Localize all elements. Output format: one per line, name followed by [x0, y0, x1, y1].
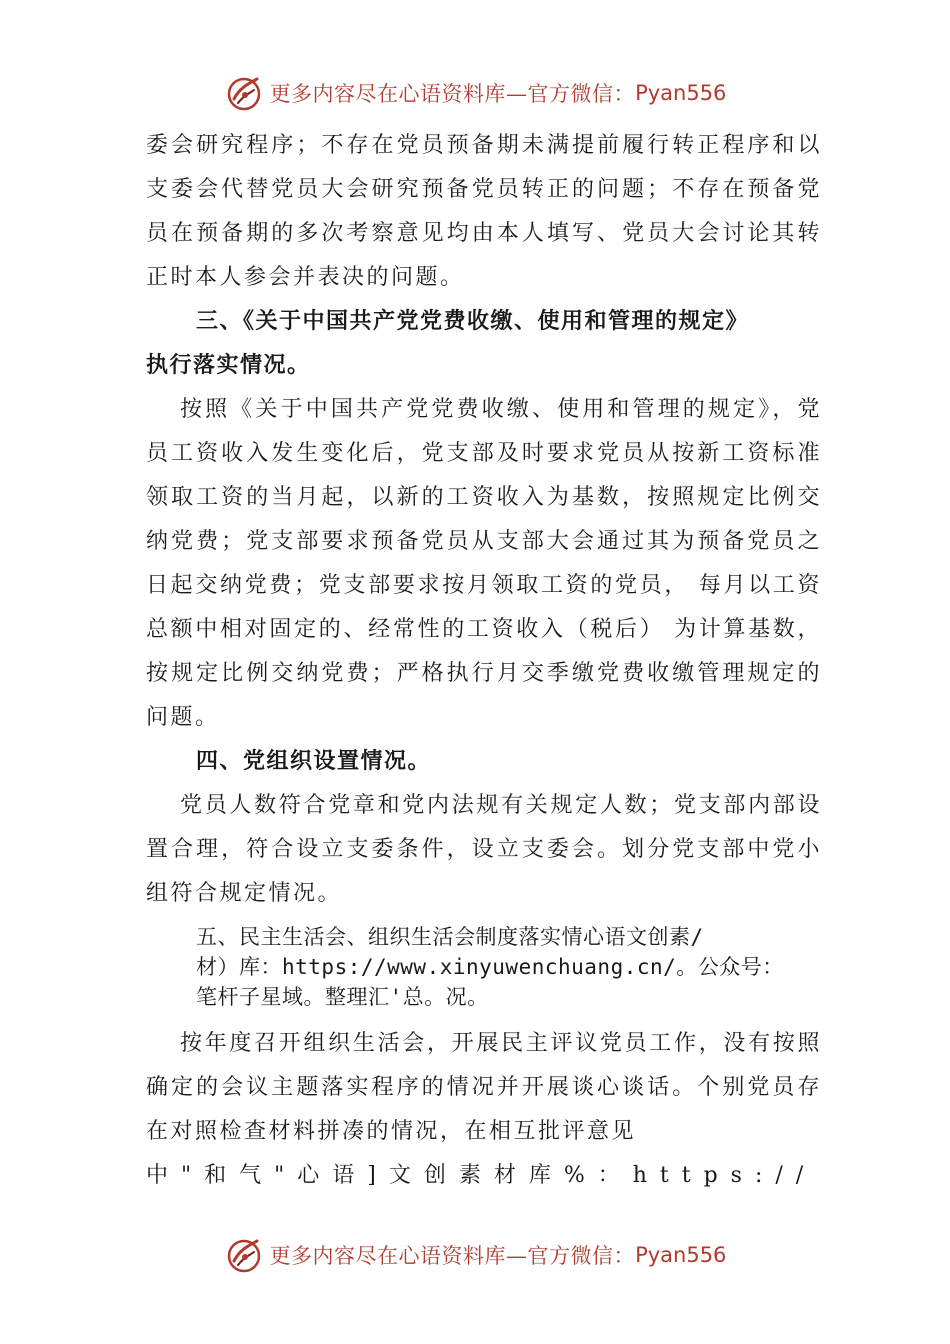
- paragraph-4: 按年度召开组织生活会，开展民主评议党员工作，没有按照确定的会议主题落实程序的情况并开展谈心谈话。个别党员存在对照检查材料拼凑的情况，在相互批评意见: [146, 1031, 822, 1144]
- header-wechat-id: Pyan556: [635, 81, 727, 105]
- document-body: [146, 124, 822, 1198]
- section-5-heading: [196, 922, 822, 1012]
- section-4-heading: 四、党组织设置情况。: [196, 749, 432, 774]
- header-banner: [0, 68, 950, 118]
- xinyu-logo-icon: [224, 73, 264, 113]
- footer-banner: [0, 1230, 950, 1280]
- footer-wechat-id: Pyan556: [635, 1243, 727, 1267]
- header-banner-text: 更多内容尽在心语资料库—官方微信：: [269, 82, 636, 106]
- paragraph-1: 委会研究程序；不存在党员预备期未满提前履行转正程序和以支委会代替党员大会研究预备党员转正的问题；不存在预备党员在预备期的多次考察意见均由本人填写、党员大会讨论其转正时本人参会并表决的问题。: [146, 133, 822, 290]
- section-3-heading-line2: 执行落实情况。: [146, 353, 311, 378]
- paragraph-3: 党员人数符合党章和党内法规有关规定人数；党支部内部设置合理，符合设立支委条件，设立支委会。划分党支部中党小组符合规定情况。: [146, 793, 822, 906]
- section-5-line-3: 笔杆子星域。整理汇'总。况。: [196, 985, 489, 1009]
- footer-banner-text: 更多内容尽在心语资料库—官方微信：: [269, 1244, 636, 1268]
- section-5-line-1: 五、民主生活会、组织生活会制度落实情心语文创素/: [196, 925, 704, 949]
- paragraph-2: 按照《关于中国共产党党费收缴、使用和管理的规定》，党员工资收入发生变化后，党支部及时要求党员从按新工资标准领取工资的当月起，以新的工资收入为基数，按照规定比例交纳党费；党支部要求预备党员从支部大会通过其为预备党员之日起交纳党费；党支部要求按月领取工资的党员， 每月以工资总额中相对固定的、经常性的工资收入（税后） 为计算基数，按规定比例交纳党费；严格执行月交季缴党费收缴管理规定的问题。: [146, 397, 822, 730]
- section-5-line-2: 材）库：https://www.xinyuwenchuang.cn/。公众号：: [196, 955, 784, 979]
- xinyu-logo-icon: [224, 1235, 264, 1275]
- paragraph-4-tail: 中"和气"心语]文创素材库%：https://: [146, 1163, 817, 1188]
- section-3-heading-line1: 三、《关于中国共产党党费收缴、使用和管理的规定》: [196, 309, 750, 334]
